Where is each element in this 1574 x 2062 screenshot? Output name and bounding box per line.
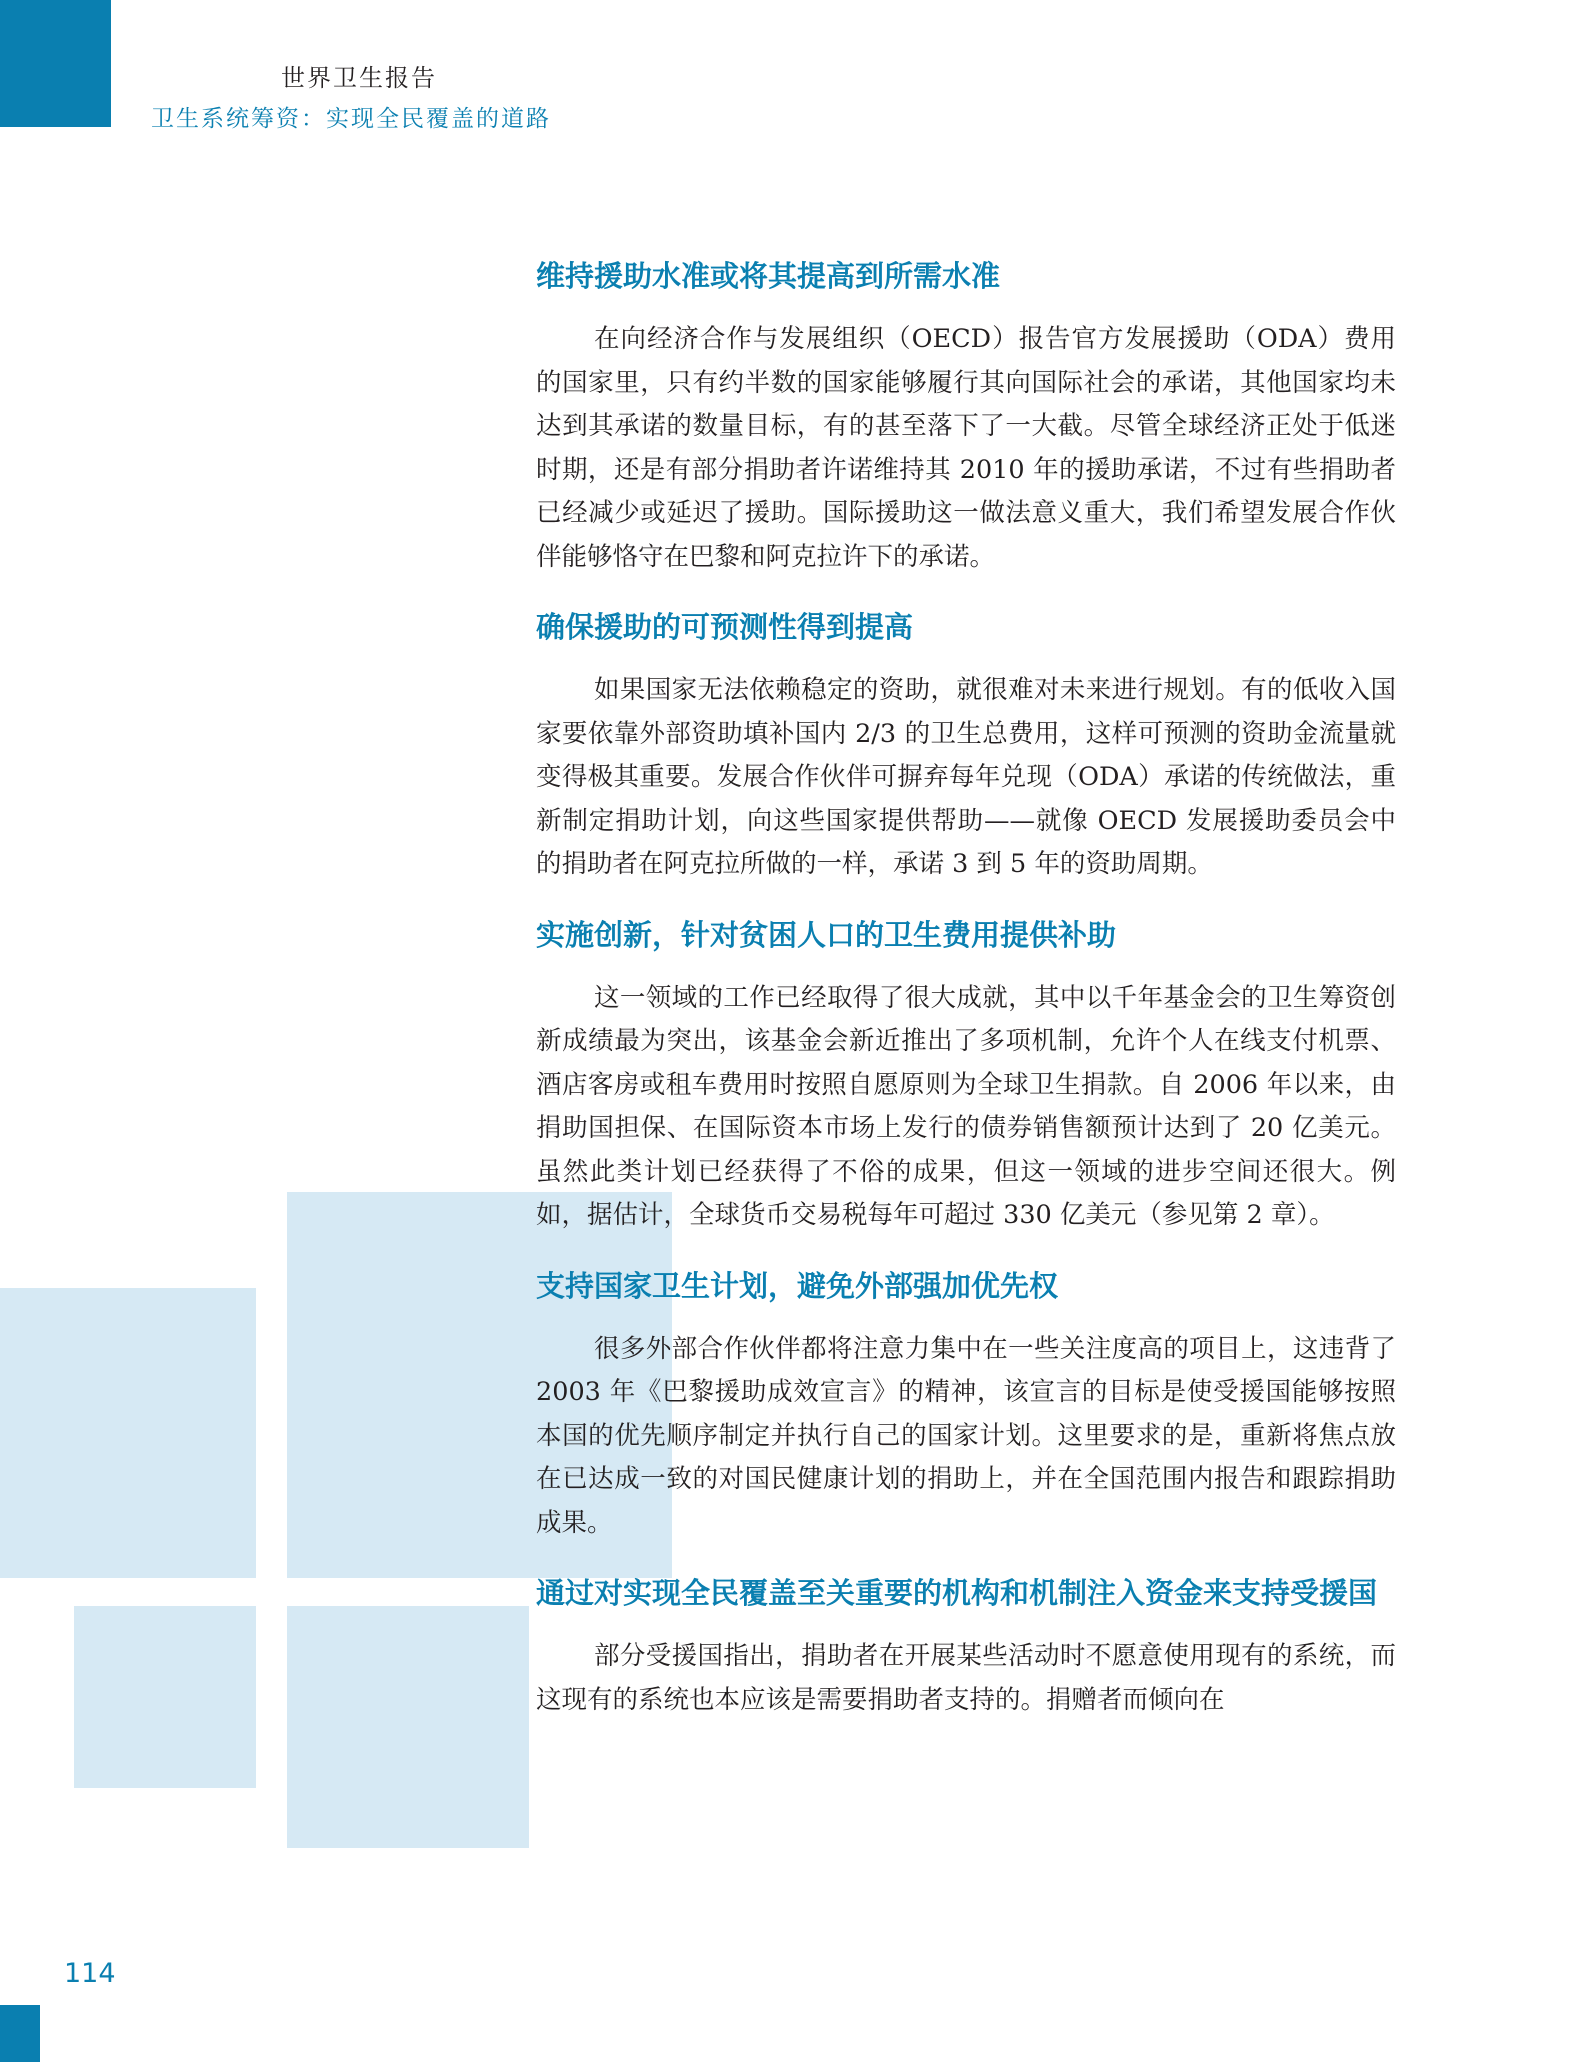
corner-color-block (0, 0, 111, 127)
section-heading: 支持国家卫生计划，避免外部强加优先权 (536, 1268, 1059, 1303)
section-paragraph: 如果国家无法依赖稳定的资助，就很难对未来进行规划。有的低收入国家要依靠外部资助填补国内 2/3 的卫生总费用，这样可预测的资助金流量就变得极其重要。发展合作伙伴可摒弃每年兑现（ODA）承诺的传统做法，重新制定捐助计划，向这些国家提供帮助——就像 OECD 发展援助委员会中的捐助者在阿克拉所做的一样，承诺 3 到 5 年的资助周期。 (536, 675, 1396, 879)
main-content (536, 254, 1396, 1748)
decorative-square (74, 1606, 256, 1788)
section-paragraph: 很多外部合作伙伴都将注意力集中在一些关注度高的项目上，这违背了 2003 年《巴黎援助成效宣言》的精神，该宣言的目标是使受援国能够按照本国的优先顺序制定并执行自己的国家计划。这里要求的是，重新将焦点放在已达成一致的对国民健康计划的捐助上，并在全国范围内报告和跟踪捐助成果。 (536, 1333, 1396, 1538)
section-heading: 实施创新，针对贫困人口的卫生费用提供补助 (536, 917, 1117, 952)
section-paragraph: 这一领域的工作已经取得了很大成就，其中以千年基金会的卫生筹资创新成绩最为突出，该基金会新近推出了多项机制，允许个人在线支付机票、酒店客房或租车费用时按照自愿原则为全球卫生捐款。自 2006 年以来，由捐助国担保、在国际资本市场上发行的债券销售额预计达到了 20 亿美元。虽然此类计划已经获得了不俗的成果，但这一领域的进步空间还很大。例如，据估计，全球货币交易税每年可超过 330 亿美元（参见第 2 章）。 (536, 982, 1396, 1230)
section-heading: 通过对实现全民覆盖至关重要的机构和机制注入资金来支持受援国 (536, 1576, 1378, 1610)
report-subtitle: 卫生系统筹资：实现全民覆盖的道路 (151, 106, 551, 132)
section-paragraph: 在向经济合作与发展组织（OECD）报告官方发展援助（ODA）费用的国家里，只有约半数的国家能够履行其向国际社会的承诺，其他国家均未达到其承诺的数量目标，有的甚至落下了一大截。尽管全球经济正处于低迷时期，还是有部分捐助者许诺维持其 2010 年的援助承诺，不过有些捐助者已经减少或延迟了援助。国际援助这一做法意义重大，我们希望发展合作伙伴能够恪守在巴黎和阿克拉许下的承诺。 (536, 324, 1396, 572)
section-heading: 确保援助的可预测性得到提高 (536, 610, 914, 644)
bottom-color-bar (0, 2005, 40, 2062)
page-number: 114 (64, 1958, 116, 1989)
decorative-square (0, 1288, 256, 1578)
report-title: 世界卫生报告 (281, 64, 437, 92)
section-heading: 维持援助水准或将其提高到所需水准 (536, 259, 1001, 293)
decorative-square (287, 1606, 529, 1848)
section-paragraph: 部分受援国指出，捐助者在开展某些活动时不愿意使用现有的系统，而这现有的系统也本应该是需要捐助者支持的。捐赠者而倾向在 (536, 1641, 1396, 1715)
